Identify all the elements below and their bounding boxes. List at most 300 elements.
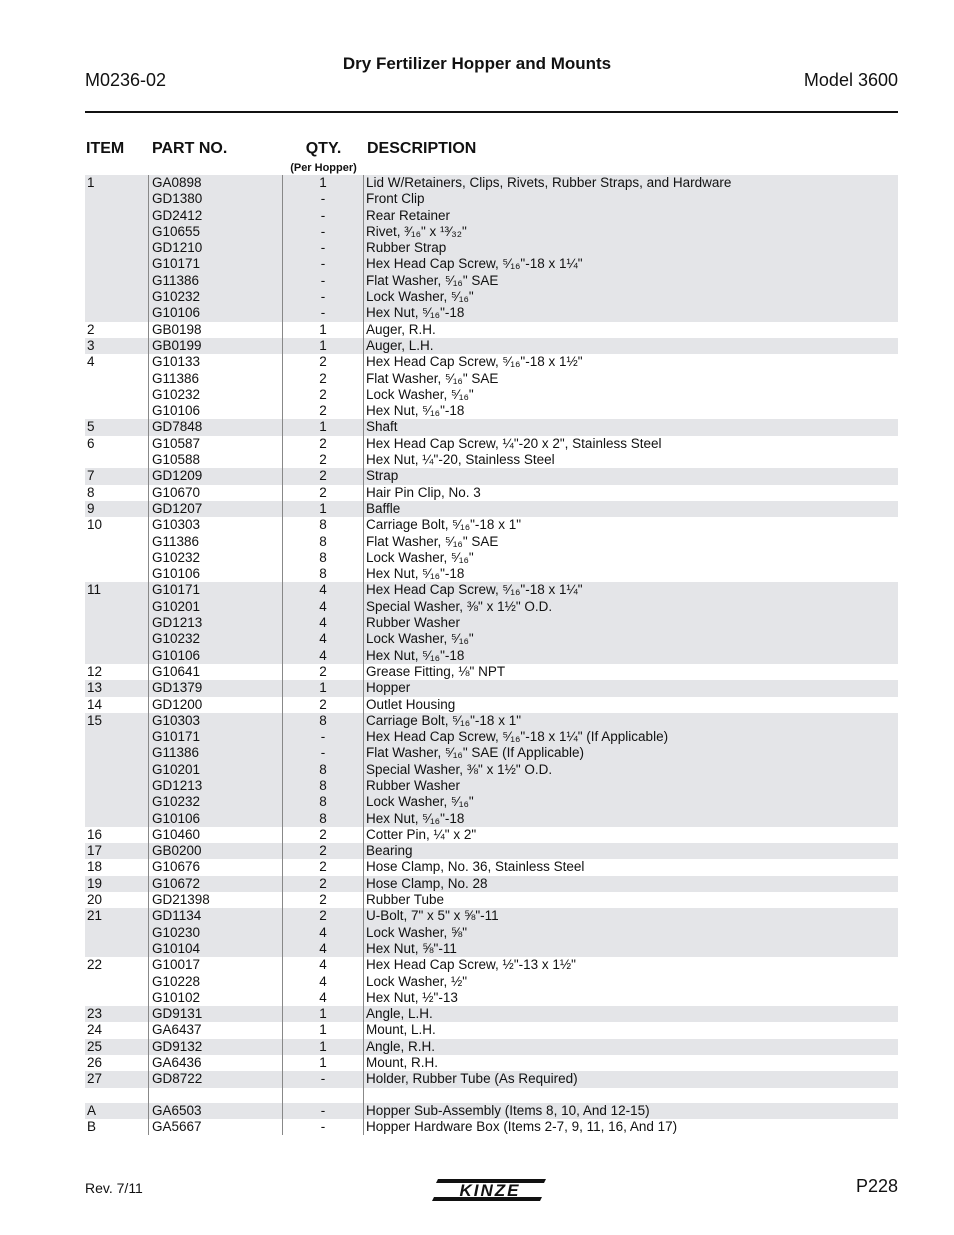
description: Hex Head Cap Screw, ½"-13 x 1½": [366, 957, 576, 973]
description: Carriage Bolt, ⁵⁄₁₆"-18 x 1": [366, 517, 521, 533]
kinze-logo: [432, 1176, 550, 1204]
quantity: 2: [283, 436, 364, 452]
part-number: GA5667: [149, 1119, 283, 1135]
item-number: 3: [85, 338, 149, 354]
part-number: GD1200: [149, 697, 283, 713]
description: Hopper Sub-Assembly (Items 8, 10, And 12-15): [366, 1102, 650, 1118]
description: Lock Washer, ⁵⁄₁₆": [366, 794, 474, 810]
quantity: 1: [283, 322, 364, 338]
part-number: G10230: [149, 925, 283, 941]
part-number: G10017: [149, 957, 283, 973]
table-row: [85, 974, 898, 990]
quantity: 2: [283, 452, 364, 468]
description: Auger, R.H.: [366, 321, 436, 337]
table-row: [85, 778, 898, 794]
table-row: [85, 501, 898, 517]
description: Auger, L.H.: [366, 337, 434, 353]
item-number: 10: [85, 517, 149, 533]
part-number: G10232: [149, 631, 283, 647]
table-row: [85, 452, 898, 468]
item-group: [85, 697, 898, 713]
part-number: G11386: [149, 534, 283, 550]
item-number: 20: [85, 892, 149, 908]
item-number: [85, 648, 149, 664]
description: Hex Head Cap Screw, ⁵⁄₁₆"-18 x 1½": [366, 354, 583, 370]
item-group: [85, 827, 898, 843]
table-row: [85, 208, 898, 224]
item-group: [85, 322, 898, 338]
quantity: 2: [283, 843, 364, 859]
part-number: G10106: [149, 811, 283, 827]
quantity: 2: [283, 403, 364, 419]
column-header-description: DESCRIPTION: [367, 140, 477, 157]
quantity: 8: [283, 778, 364, 794]
part-number: G10672: [149, 876, 283, 892]
table-row: [85, 582, 898, 598]
part-number: G10676: [149, 859, 283, 875]
part-number: GD1213: [149, 778, 283, 794]
table-row: [85, 1071, 898, 1087]
part-number: GA6436: [149, 1055, 283, 1071]
part-number: GD1209: [149, 468, 283, 484]
quantity: 8: [283, 794, 364, 810]
part-number: GD1379: [149, 680, 283, 696]
table-row: [85, 615, 898, 631]
item-group: [85, 680, 898, 696]
description: Shaft: [366, 419, 398, 435]
item-number: [85, 305, 149, 321]
description: U-Bolt, 7" x 5" x ⅝"-11: [366, 908, 499, 924]
table-row: [85, 550, 898, 566]
description: Rubber Strap: [366, 240, 447, 256]
item-number: 26: [85, 1055, 149, 1071]
quantity: -: [283, 208, 364, 224]
table-row: [85, 1022, 898, 1038]
part-number: G10171: [149, 729, 283, 745]
description: Hopper Hardware Box (Items 2-7, 9, 11, 16, And 17): [366, 1118, 678, 1134]
part-number: GD1210: [149, 240, 283, 256]
description: Hex Nut, ⁵⁄₁₆"-18: [366, 566, 465, 582]
item-number: 2: [85, 322, 149, 338]
table-row: [85, 827, 898, 843]
table-row: [85, 256, 898, 272]
header-rule: [85, 111, 898, 113]
part-number: G10232: [149, 794, 283, 810]
item-number: 11: [85, 582, 149, 598]
quantity: -: [283, 240, 364, 256]
table-row: [85, 403, 898, 419]
quantity: 1: [283, 1006, 364, 1022]
item-group: [85, 957, 898, 1006]
description: Hex Nut, ⅝"-11: [366, 940, 457, 956]
table-row: [85, 664, 898, 680]
part-number: G11386: [149, 273, 283, 289]
item-group: [85, 876, 898, 892]
description: Lock Washer, ⁵⁄₁₆": [366, 386, 474, 402]
part-number: G10303: [149, 713, 283, 729]
item-group: [85, 1119, 898, 1135]
quantity: -: [283, 191, 364, 207]
part-number: GD9131: [149, 1006, 283, 1022]
table-row: [85, 990, 898, 1006]
table-row: [85, 338, 898, 354]
part-number: G10133: [149, 354, 283, 370]
table-row: [85, 925, 898, 941]
part-number: G10641: [149, 664, 283, 680]
item-number: [85, 387, 149, 403]
item-number: [85, 534, 149, 550]
description: Hose Clamp, No. 28: [366, 875, 488, 891]
item-number: 15: [85, 713, 149, 729]
table-row: [85, 859, 898, 875]
quantity: 2: [283, 876, 364, 892]
quantity: 8: [283, 517, 364, 533]
table-row: [85, 843, 898, 859]
item-number: [85, 778, 149, 794]
description: Hex Head Cap Screw, ⁵⁄₁₆"-18 x 1¼" (If Applicable): [366, 729, 669, 745]
quantity: 4: [283, 974, 364, 990]
quantity: 4: [283, 599, 364, 615]
item-number: 8: [85, 485, 149, 501]
part-number: GD1213: [149, 615, 283, 631]
table-spacer: [85, 1088, 898, 1103]
quantity: 1: [283, 1022, 364, 1038]
table-row: [85, 729, 898, 745]
part-number: G10232: [149, 387, 283, 403]
table-row: [85, 387, 898, 403]
table-row: [85, 957, 898, 973]
description: Hex Head Cap Screw, ¼"-20 x 2", Stainless Steel: [366, 435, 662, 451]
description: Lock Washer, ⁵⁄₁₆": [366, 549, 474, 565]
quantity: -: [283, 224, 364, 240]
table-row: [85, 892, 898, 908]
description: Flat Washer, ⁵⁄₁₆" SAE (If Applicable): [366, 745, 584, 761]
item-group: [85, 664, 898, 680]
table-row: [85, 697, 898, 713]
item-number: [85, 762, 149, 778]
table-row: [85, 1055, 898, 1071]
quantity: 4: [283, 631, 364, 647]
spacer-cell: [85, 1088, 149, 1103]
table-row: [85, 762, 898, 778]
quantity: -: [283, 745, 364, 761]
page-title: Dry Fertilizer Hopper and Mounts: [342, 54, 612, 73]
description: Lock Washer, ½": [366, 973, 468, 989]
column-header-qty: QTY.: [305, 140, 342, 157]
description: Angle, R.H.: [366, 1038, 436, 1054]
item-group: [85, 1071, 898, 1087]
table-row: [85, 908, 898, 924]
part-number: G10106: [149, 566, 283, 582]
description: Holder, Rubber Tube (As Required): [366, 1071, 578, 1087]
quantity: 1: [283, 175, 364, 191]
item-group: [85, 713, 898, 827]
description: Hex Nut, ⁵⁄₁₆"-18: [366, 810, 465, 826]
quantity: -: [283, 1103, 364, 1119]
description: Mount, L.H.: [366, 1022, 436, 1038]
quantity: -: [283, 729, 364, 745]
quantity: 1: [283, 338, 364, 354]
item-number: 21: [85, 908, 149, 924]
quantity: -: [283, 1071, 364, 1087]
item-group: [85, 582, 898, 663]
description: Hex Head Cap Screw, ⁵⁄₁₆"-18 x 1¼": [366, 256, 583, 272]
item-number: [85, 550, 149, 566]
item-number: [85, 794, 149, 810]
description: Hex Head Cap Screw, ⁵⁄₁₆"-18 x 1¼": [366, 582, 583, 598]
part-number: G10670: [149, 485, 283, 501]
description: Lock Washer, ⁵⁄₁₆": [366, 631, 474, 647]
table-row: [85, 1103, 898, 1119]
item-number: 24: [85, 1022, 149, 1038]
item-number: 19: [85, 876, 149, 892]
part-number: GB0198: [149, 322, 283, 338]
table-row: [85, 419, 898, 435]
table-row: [85, 745, 898, 761]
kinze-logo-mark: [432, 1179, 546, 1201]
item-number: 17: [85, 843, 149, 859]
quantity: 2: [283, 697, 364, 713]
table-row: [85, 566, 898, 582]
quantity: -: [283, 256, 364, 272]
part-number: G10228: [149, 974, 283, 990]
description: Cotter Pin, ¼" x 2": [366, 826, 477, 842]
description: Lid W/Retainers, Clips, Rivets, Rubber Straps, and Hardware: [366, 175, 732, 190]
description: Hose Clamp, No. 36, Stainless Steel: [366, 859, 585, 875]
item-group: [85, 354, 898, 419]
part-number: G10201: [149, 762, 283, 778]
part-number: G11386: [149, 745, 283, 761]
table-row: [85, 305, 898, 321]
description: Rivet, ³⁄₁₆" x ¹³⁄₃₂": [366, 223, 467, 239]
part-number: G10460: [149, 827, 283, 843]
part-number: GD9132: [149, 1039, 283, 1055]
quantity: 1: [283, 1039, 364, 1055]
item-group: [85, 892, 898, 908]
description: Rubber Washer: [366, 615, 461, 631]
table-row: [85, 1039, 898, 1055]
table-row: [85, 517, 898, 533]
table-row: [85, 1119, 898, 1135]
description: Flat Washer, ⁵⁄₁₆" SAE: [366, 370, 499, 386]
item-number: [85, 745, 149, 761]
item-number: B: [85, 1119, 149, 1135]
item-number: 27: [85, 1071, 149, 1087]
quantity: 4: [283, 648, 364, 664]
quantity: 2: [283, 892, 364, 908]
table-row: [85, 648, 898, 664]
item-group: [85, 1022, 898, 1038]
table-row: [85, 1006, 898, 1022]
table-row: [85, 876, 898, 892]
item-number: [85, 615, 149, 631]
part-number: G10587: [149, 436, 283, 452]
item-group: [85, 501, 898, 517]
kinze-logo-text: KINZE: [459, 1181, 521, 1200]
quantity: 4: [283, 925, 364, 941]
part-number: GA6503: [149, 1103, 283, 1119]
part-number: GD21398: [149, 892, 283, 908]
column-header-part-no: PART NO.: [152, 140, 228, 157]
revision-label: Rev. 7/11: [85, 1180, 143, 1196]
part-number: G10171: [149, 256, 283, 272]
part-number: GA0898: [149, 175, 283, 191]
table-row: [85, 631, 898, 647]
item-number: [85, 403, 149, 419]
table-row: [85, 273, 898, 289]
part-number: GD2412: [149, 208, 283, 224]
quantity: 2: [283, 371, 364, 387]
quantity: -: [283, 1119, 364, 1135]
item-number: [85, 273, 149, 289]
item-group: [85, 468, 898, 484]
model-label: Model 3600: [803, 70, 898, 90]
item-number: 12: [85, 664, 149, 680]
description: Rubber Tube: [366, 892, 445, 908]
table-row: [85, 371, 898, 387]
quantity: 2: [283, 827, 364, 843]
item-number: 18: [85, 859, 149, 875]
item-group: [85, 1055, 898, 1071]
part-number: G10106: [149, 305, 283, 321]
description: Flat Washer, ⁵⁄₁₆" SAE: [366, 533, 499, 549]
quantity: 1: [283, 680, 364, 696]
item-number: 22: [85, 957, 149, 973]
item-number: [85, 925, 149, 941]
part-number: G10588: [149, 452, 283, 468]
part-number: GD7848: [149, 419, 283, 435]
item-group: [85, 485, 898, 501]
description: Grease Fitting, ⅛" NPT: [366, 663, 506, 679]
table-row: [85, 713, 898, 729]
description: Hex Nut, ½"-13: [366, 989, 458, 1005]
description: Flat Washer, ⁵⁄₁₆" SAE: [366, 272, 499, 288]
table-row: [85, 175, 898, 191]
part-number: G10102: [149, 990, 283, 1006]
quantity: 8: [283, 811, 364, 827]
table-row: [85, 680, 898, 696]
quantity: 2: [283, 908, 364, 924]
description: Mount, R.H.: [366, 1055, 439, 1071]
quantity: 1: [283, 1055, 364, 1071]
item-group: [85, 419, 898, 435]
doc-number: M0236-02: [85, 70, 167, 90]
item-number: 16: [85, 827, 149, 843]
item-number: 1: [85, 175, 149, 191]
item-number: 4: [85, 354, 149, 370]
table-row: [85, 224, 898, 240]
item-number: 7: [85, 468, 149, 484]
column-header-item: ITEM: [86, 140, 125, 157]
part-number: G11386: [149, 371, 283, 387]
item-number: 23: [85, 1006, 149, 1022]
item-number: [85, 729, 149, 745]
description: Hopper: [366, 680, 411, 696]
quantity: 4: [283, 615, 364, 631]
item-number: [85, 208, 149, 224]
part-number: G10171: [149, 582, 283, 598]
item-number: 9: [85, 501, 149, 517]
table-row: [85, 485, 898, 501]
item-number: 25: [85, 1039, 149, 1055]
quantity: 8: [283, 550, 364, 566]
description: Lock Washer, ⅝": [366, 924, 468, 940]
spacer-cell: [149, 1088, 283, 1103]
quantity: 2: [283, 485, 364, 501]
part-number: GD1134: [149, 908, 283, 924]
table-row: [85, 436, 898, 452]
part-number: G10655: [149, 224, 283, 240]
description: Hex Nut, ⁵⁄₁₆"-18: [366, 647, 465, 663]
table-row: [85, 941, 898, 957]
item-number: A: [85, 1103, 149, 1119]
quantity: 4: [283, 990, 364, 1006]
description: Front Clip: [366, 191, 425, 207]
item-group: [85, 175, 898, 322]
part-number: GB0199: [149, 338, 283, 354]
description: Baffle: [366, 500, 401, 516]
table-row: [85, 468, 898, 484]
part-number: GD1207: [149, 501, 283, 517]
description: Rubber Washer: [366, 777, 461, 793]
item-number: [85, 371, 149, 387]
description: Rear Retainer: [366, 207, 451, 223]
description: Hex Nut, ⁵⁄₁₆"-18: [366, 403, 465, 419]
description: Special Washer, ⅜" x 1½" O.D.: [366, 761, 553, 777]
parts-table: [85, 175, 898, 1135]
quantity: 2: [283, 354, 364, 370]
item-group: [85, 908, 898, 957]
quantity: -: [283, 273, 364, 289]
item-number: [85, 452, 149, 468]
item-group: [85, 338, 898, 354]
item-number: [85, 256, 149, 272]
item-group: [85, 436, 898, 469]
description: Strap: [366, 468, 399, 484]
table-row: [85, 534, 898, 550]
description: Hex Nut, ⁵⁄₁₆"-18: [366, 305, 465, 321]
part-number: G10106: [149, 648, 283, 664]
page-number: P228: [855, 1176, 898, 1196]
table-row: [85, 240, 898, 256]
part-number: GD1380: [149, 191, 283, 207]
part-number: G10104: [149, 941, 283, 957]
quantity: 4: [283, 582, 364, 598]
item-number: [85, 941, 149, 957]
description: Outlet Housing: [366, 696, 456, 712]
part-number: GA6437: [149, 1022, 283, 1038]
description: Lock Washer, ⁵⁄₁₆": [366, 289, 474, 305]
table-row: [85, 599, 898, 615]
item-number: [85, 566, 149, 582]
part-number: G10303: [149, 517, 283, 533]
description: Hair Pin Clip, No. 3: [366, 484, 481, 500]
part-number: GD8722: [149, 1071, 283, 1087]
item-number: [85, 191, 149, 207]
table-row: [85, 289, 898, 305]
item-group: [85, 1103, 898, 1119]
part-number: G10106: [149, 403, 283, 419]
quantity: -: [283, 305, 364, 321]
item-number: [85, 240, 149, 256]
item-number: 14: [85, 697, 149, 713]
item-group: [85, 1039, 898, 1055]
table-row: [85, 322, 898, 338]
item-number: [85, 289, 149, 305]
table-row: [85, 794, 898, 810]
item-group: [85, 517, 898, 582]
item-number: 5: [85, 419, 149, 435]
